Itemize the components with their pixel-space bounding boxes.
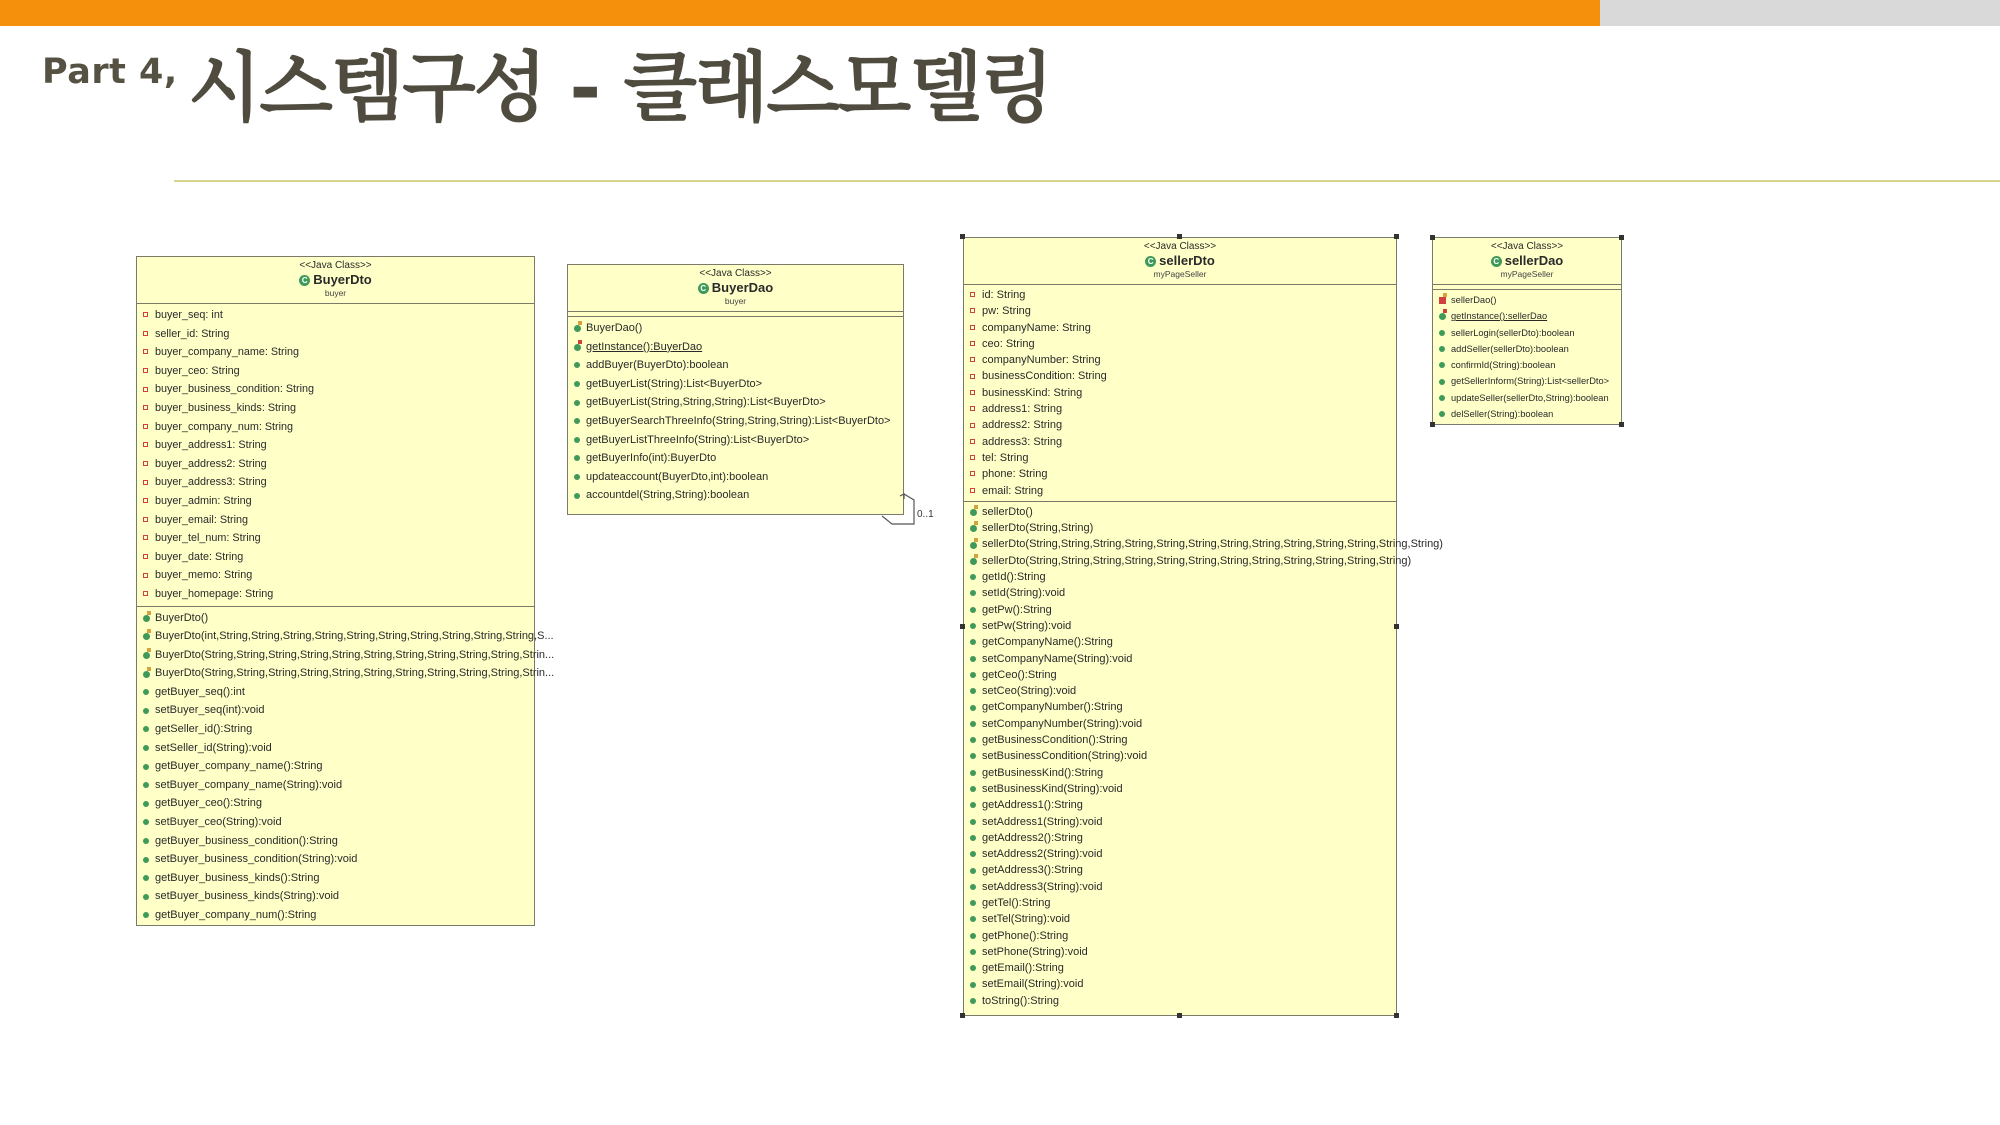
field-row: businessKind: String: [964, 385, 1396, 401]
public-method-icon: [970, 982, 976, 988]
method-row: setAddress2(String):void: [964, 846, 1396, 862]
method-row: getBuyerInfo(int):BuyerDto: [568, 449, 903, 468]
method-row: addBuyer(BuyerDto):boolean: [568, 356, 903, 375]
method-row: getBuyerSearchThreeInfo(String,String,String):List<BuyerDto>: [568, 412, 903, 431]
method-row: getPhone():String: [964, 928, 1396, 944]
class-icon: C: [299, 275, 310, 286]
selection-handle[interactable]: [1619, 235, 1624, 240]
public-method-icon: [970, 786, 976, 792]
public-method-icon: [970, 770, 976, 776]
public-method-icon: [970, 753, 976, 759]
method-row: getEmail():String: [964, 960, 1396, 976]
method-row: getId():String: [964, 569, 1396, 585]
method-row: BuyerDto(String,String,String,String,String,String,String,String,String,String,Strin...: [137, 664, 534, 683]
public-method-icon: [970, 949, 976, 955]
field-row: companyName: String: [964, 320, 1396, 336]
public-method-icon: [1439, 330, 1445, 336]
field-row: ceo: String: [964, 336, 1396, 352]
class-name: C BuyerDao: [568, 280, 903, 296]
public-method-icon: [970, 835, 976, 841]
method-row: getAddress3():String: [964, 862, 1396, 878]
private-visibility-icon: [970, 439, 975, 444]
public-method-icon: [970, 819, 976, 825]
method-row: sellerDao(): [1433, 292, 1621, 308]
field-row: businessCondition: String: [964, 368, 1396, 384]
method-row: getBuyer_seq():int: [137, 683, 534, 702]
public-method-icon: [1439, 379, 1445, 385]
method-row: getCompanyName():String: [964, 634, 1396, 650]
private-visibility-icon: [143, 442, 148, 447]
method-row: toString():String: [964, 993, 1396, 1009]
class-name: C BuyerDto: [137, 272, 534, 288]
method-row: updateaccount(BuyerDto,int):boolean: [568, 468, 903, 487]
public-method-icon: [574, 418, 580, 424]
title-divider: [174, 180, 2000, 182]
method-row: getSellerInform(String):List<sellerDto>: [1433, 373, 1621, 389]
field-row: address1: String: [964, 401, 1396, 417]
field-row: id: String: [964, 287, 1396, 303]
method-row: BuyerDao(): [568, 319, 903, 338]
method-row: getBusinessKind():String: [964, 765, 1396, 781]
private-visibility-icon: [970, 341, 975, 346]
selection-handle[interactable]: [1177, 234, 1182, 239]
field-row: email: String: [964, 483, 1396, 499]
method-row: setBusinessKind(String):void: [964, 781, 1396, 797]
method-row: setCompanyName(String):void: [964, 651, 1396, 667]
public-method-icon: [1439, 346, 1445, 352]
method-row: getCeo():String: [964, 667, 1396, 683]
selection-handle[interactable]: [1430, 235, 1435, 240]
selection-handle[interactable]: [960, 1013, 965, 1018]
private-visibility-icon: [143, 461, 148, 466]
method-row: BuyerDto(String,String,String,String,String,String,String,String,String,String,Strin...: [137, 646, 534, 665]
constructor-icon: [970, 525, 977, 532]
method-list: [137, 607, 555, 927]
class-package: buyer: [324, 288, 347, 298]
private-visibility-icon: [970, 374, 975, 379]
private-visibility-icon: [970, 308, 975, 313]
public-method-icon: [143, 819, 149, 825]
method-row: setTel(String):void: [964, 911, 1396, 927]
class-package: myPageSeller: [1153, 269, 1207, 279]
selection-handle[interactable]: [960, 624, 965, 629]
method-row: getAddress2():String: [964, 830, 1396, 846]
class-box-sellerdto: [963, 237, 1443, 1016]
public-method-icon: [143, 912, 149, 918]
public-method-icon: [574, 437, 580, 443]
public-method-icon: [970, 672, 976, 678]
public-method-icon: [143, 745, 149, 751]
field-row: companyNumber: String: [964, 352, 1396, 368]
private-visibility-icon: [970, 390, 975, 395]
private-visibility-icon: [970, 423, 975, 428]
method-list: [964, 502, 1443, 1011]
private-visibility-icon: [970, 488, 975, 493]
method-row: getPw():String: [964, 602, 1396, 618]
constructor-icon: [143, 633, 150, 640]
method-row: setCompanyNumber(String):void: [964, 716, 1396, 732]
private-visibility-icon: [143, 331, 148, 336]
public-method-icon: [574, 381, 580, 387]
private-visibility-icon: [143, 424, 148, 429]
method-row: BuyerDto(int,String,String,String,String,String,String,String,String,String,String,S...: [137, 627, 534, 646]
selection-handle[interactable]: [1430, 422, 1435, 427]
public-method-icon: [143, 764, 149, 770]
field-row: buyer_email: String: [137, 511, 534, 530]
class-package: myPageSeller: [1500, 269, 1554, 279]
method-row: getInstance():BuyerDao: [568, 338, 903, 357]
method-row: sellerDto(): [964, 504, 1396, 520]
field-row: buyer_company_name: String: [137, 343, 534, 362]
field-row: seller_id: String: [137, 325, 534, 344]
field-row: buyer_seq: int: [137, 306, 534, 325]
method-row: BuyerDto(): [137, 609, 534, 628]
public-method-icon: [143, 875, 149, 881]
public-method-icon: [970, 933, 976, 939]
class-stereotype: <<Java Class>>: [1143, 241, 1217, 252]
page-title: 시스템구성 - 클래스모델링: [188, 43, 1053, 132]
constructor-icon: [574, 325, 581, 332]
method-row: setBuyer_seq(int):void: [137, 701, 534, 720]
private-visibility-icon: [143, 312, 148, 317]
method-row: getBuyer_business_kinds():String: [137, 869, 534, 888]
part-label: Part 4,: [42, 52, 178, 92]
public-method-icon: [143, 689, 149, 695]
class-icon: C: [1491, 256, 1502, 267]
field-row: buyer_address1: String: [137, 436, 534, 455]
method-row: getBuyerList(String,String,String):List<BuyerDto>: [568, 393, 903, 412]
method-list: [1433, 290, 1621, 424]
public-method-icon: [1439, 411, 1445, 417]
method-row: setBuyer_business_kinds(String):void: [137, 887, 534, 906]
private-visibility-icon: [970, 292, 975, 297]
private-visibility-icon: [143, 349, 148, 354]
public-method-icon: [970, 623, 976, 629]
public-method-icon: [970, 802, 976, 808]
public-method-icon: [970, 868, 976, 874]
private-visibility-icon: [143, 535, 148, 540]
public-method-icon: [574, 400, 580, 406]
public-method-icon: [970, 656, 976, 662]
public-method-icon: [143, 857, 149, 863]
field-list: [137, 304, 534, 607]
private-visibility-icon: [970, 325, 975, 330]
field-row: buyer_address2: String: [137, 455, 534, 474]
public-method-icon: [970, 965, 976, 971]
class-header: [1433, 238, 1621, 285]
class-icon: C: [1145, 256, 1156, 267]
field-row: buyer_tel_num: String: [137, 529, 534, 548]
constructor-icon: [143, 615, 150, 622]
selection-handle[interactable]: [1394, 1013, 1399, 1018]
method-row: setBuyer_company_name(String):void: [137, 776, 534, 795]
public-method-icon: [143, 782, 149, 788]
private-visibility-icon: [143, 480, 148, 485]
field-row: address3: String: [964, 434, 1396, 450]
public-method-icon: [1439, 395, 1445, 401]
public-method-icon: [970, 705, 976, 711]
static-method-icon: [574, 344, 581, 351]
method-row: setPhone(String):void: [964, 944, 1396, 960]
field-row: buyer_admin: String: [137, 492, 534, 511]
constructor-icon: [970, 542, 977, 549]
constructor-icon: [970, 558, 977, 565]
method-row: accountdel(String,String):boolean: [568, 486, 903, 505]
method-row: setEmail(String):void: [964, 976, 1396, 992]
method-row: getAddress1():String: [964, 797, 1396, 813]
public-method-icon: [574, 493, 580, 499]
selection-handle[interactable]: [1619, 422, 1624, 427]
self-association-line: [878, 490, 918, 530]
public-method-icon: [970, 590, 976, 596]
public-method-icon: [970, 688, 976, 694]
public-method-icon: [143, 801, 149, 807]
field-row: buyer_homepage: String: [137, 585, 534, 604]
class-name: C sellerDto: [964, 253, 1396, 269]
public-method-icon: [970, 884, 976, 890]
class-box-buyerdto: [136, 256, 555, 926]
public-method-icon: [574, 362, 580, 368]
field-row: buyer_address3: String: [137, 473, 534, 492]
field-row: buyer_memo: String: [137, 566, 534, 585]
field-list: [964, 285, 1396, 502]
method-row: getBuyer_company_num():String: [137, 906, 534, 925]
method-row: sellerDto(String,String,String,String,String,String,String,String,String,String,String,String,String): [964, 536, 1396, 552]
public-method-icon: [970, 607, 976, 613]
private-visibility-icon: [143, 554, 148, 559]
private-visibility-icon: [143, 498, 148, 503]
method-row: getBusinessCondition():String: [964, 732, 1396, 748]
field-row: buyer_business_kinds: String: [137, 399, 534, 418]
method-row: getBuyerList(String):List<BuyerDto>: [568, 375, 903, 394]
method-row: setId(String):void: [964, 585, 1396, 601]
class-stereotype: <<Java Class>>: [699, 268, 772, 279]
top-accent-bar: [0, 0, 1600, 26]
public-method-icon: [970, 916, 976, 922]
method-row: setSeller_id(String):void: [137, 739, 534, 758]
public-method-icon: [970, 851, 976, 857]
private-visibility-icon: [143, 517, 148, 522]
selection-handle[interactable]: [1394, 624, 1399, 629]
method-row: getBuyerListThreeInfo(String):List<BuyerDto>: [568, 431, 903, 450]
constructor-icon: [1439, 297, 1446, 304]
public-method-icon: [574, 455, 580, 461]
constructor-icon: [970, 509, 977, 516]
method-row: getBuyer_company_name():String: [137, 757, 534, 776]
method-row: getBuyer_ceo():String: [137, 794, 534, 813]
top-gray-bar: [1600, 0, 2000, 26]
self-association-multiplicity: 0..1: [917, 509, 934, 520]
method-row: sellerDto(String,String): [964, 520, 1396, 536]
field-row: buyer_ceo: String: [137, 362, 534, 381]
class-stereotype: <<Java Class>>: [1490, 241, 1564, 252]
public-method-icon: [1439, 362, 1445, 368]
selection-handle[interactable]: [960, 234, 965, 239]
method-row: delSeller(String):boolean: [1433, 406, 1621, 422]
private-visibility-icon: [970, 471, 975, 476]
method-row: setAddress3(String):void: [964, 879, 1396, 895]
field-row: buyer_business_condition: String: [137, 380, 534, 399]
class-box-buyerdao: [567, 264, 904, 515]
class-name: C sellerDao: [1433, 253, 1621, 269]
private-visibility-icon: [970, 406, 975, 411]
method-row: sellerLogin(sellerDto):boolean: [1433, 325, 1621, 341]
public-method-icon: [143, 726, 149, 732]
method-row: setBuyer_ceo(String):void: [137, 813, 534, 832]
method-row: getInstance():sellerDao: [1433, 308, 1621, 324]
method-row: getBuyer_business_condition():String: [137, 832, 534, 851]
public-method-icon: [970, 721, 976, 727]
method-row: confirmId(String):boolean: [1433, 357, 1621, 373]
private-visibility-icon: [143, 405, 148, 410]
class-package: buyer: [724, 296, 747, 306]
method-row: addSeller(sellerDto):boolean: [1433, 341, 1621, 357]
selection-handle[interactable]: [1177, 1013, 1182, 1018]
private-visibility-icon: [970, 357, 975, 362]
class-header: [137, 257, 534, 304]
selection-handle[interactable]: [1394, 234, 1399, 239]
public-method-icon: [970, 998, 976, 1004]
class-header: [964, 238, 1396, 285]
private-visibility-icon: [143, 368, 148, 373]
method-row: getSeller_id():String: [137, 720, 534, 739]
method-row: setCeo(String):void: [964, 683, 1396, 699]
class-stereotype: <<Java Class>>: [299, 260, 372, 271]
private-visibility-icon: [143, 573, 148, 578]
class-box-sellerdao: [1432, 237, 1622, 425]
public-method-icon: [143, 894, 149, 900]
field-row: buyer_company_num: String: [137, 418, 534, 437]
method-row: setAddress1(String):void: [964, 814, 1396, 830]
private-visibility-icon: [143, 591, 148, 596]
method-list: [568, 317, 903, 507]
field-row: pw: String: [964, 303, 1396, 319]
class-icon: C: [698, 283, 709, 294]
public-method-icon: [970, 574, 976, 580]
field-row: tel: String: [964, 450, 1396, 466]
class-header: [568, 265, 903, 312]
field-row: phone: String: [964, 466, 1396, 482]
method-row: sellerDto(String,String,String,String,String,String,String,String,String,String,String,String): [964, 553, 1396, 569]
public-method-icon: [970, 900, 976, 906]
public-method-icon: [970, 737, 976, 743]
constructor-icon: [143, 652, 150, 659]
public-method-icon: [143, 708, 149, 714]
method-row: setBusinessCondition(String):void: [964, 748, 1396, 764]
public-method-icon: [574, 474, 580, 480]
method-row: setBuyer_business_condition(String):void: [137, 850, 534, 869]
field-row: address2: String: [964, 417, 1396, 433]
method-row: getTel():String: [964, 895, 1396, 911]
public-method-icon: [143, 838, 149, 844]
constructor-icon: [143, 671, 150, 678]
field-row: buyer_date: String: [137, 548, 534, 567]
private-visibility-icon: [970, 455, 975, 460]
method-row: setPw(String):void: [964, 618, 1396, 634]
public-method-icon: [970, 639, 976, 645]
method-row: getCompanyNumber():String: [964, 699, 1396, 715]
method-row: updateSeller(sellerDto,String):boolean: [1433, 390, 1621, 406]
static-method-icon: [1439, 313, 1446, 320]
private-visibility-icon: [143, 387, 148, 392]
